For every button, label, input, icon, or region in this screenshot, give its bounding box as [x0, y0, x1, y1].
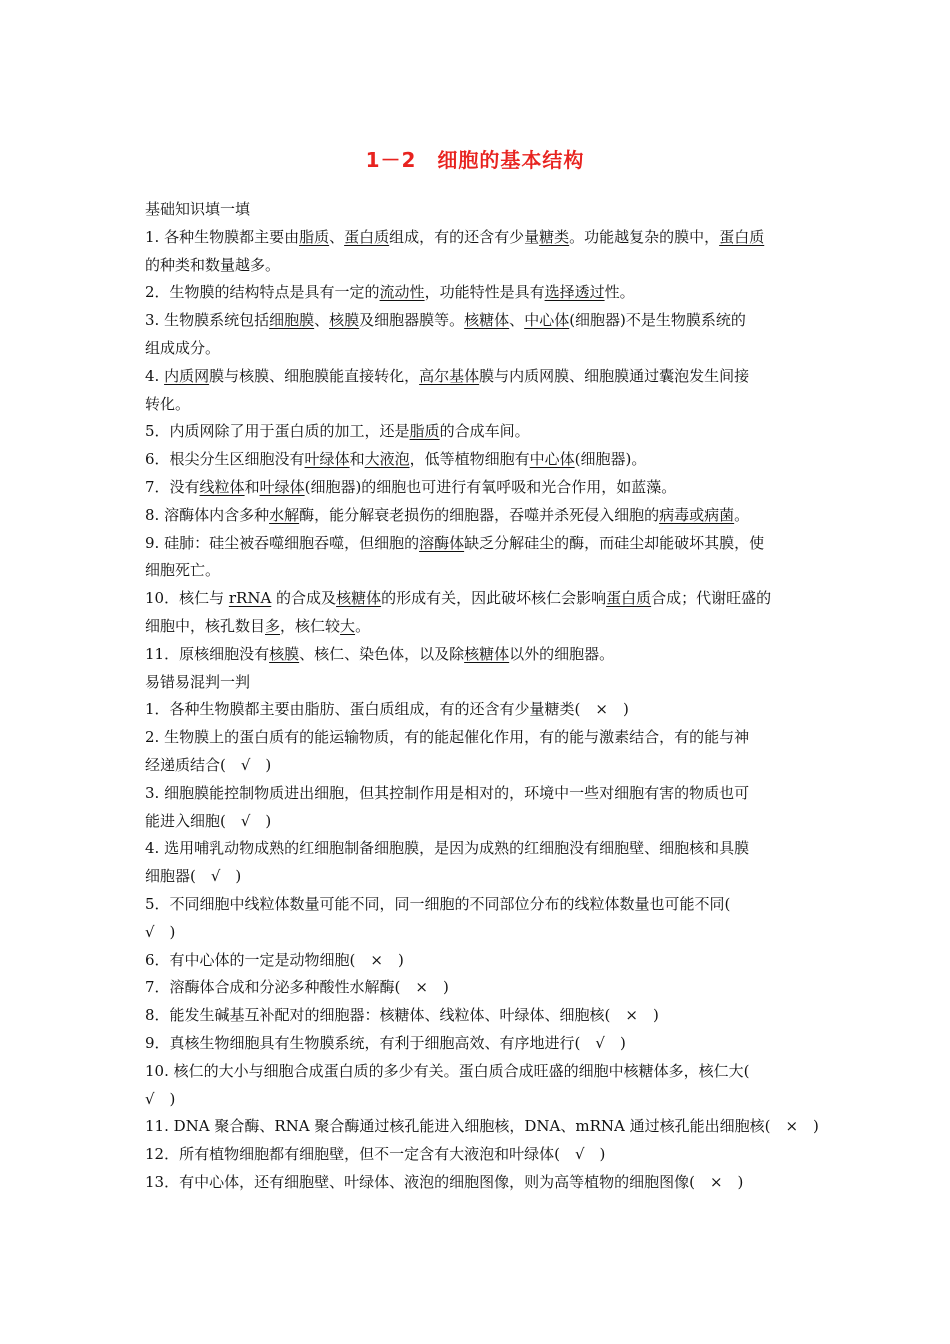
text-segment: 细胞中，核孔数目 — [145, 616, 266, 635]
text-segment: 的种类和数量越多。 — [145, 255, 281, 274]
text-segment: 2．生物膜的结构特点是具有一定的 — [145, 283, 380, 302]
answer-blank: 核糖体 — [464, 644, 510, 663]
text-line — [145, 363, 810, 391]
text-line — [145, 279, 810, 307]
answer-blank: 叶绿体 — [304, 450, 350, 469]
text-segment: 6．有中心体的一定是动物细胞( × ) — [145, 950, 404, 969]
answer-blank: 线粒体 — [199, 477, 245, 496]
text-line — [145, 335, 810, 363]
text-line — [145, 224, 810, 252]
text-segment: 组成，有的还含有少量 — [389, 227, 540, 246]
answer-blank: 核糖体 — [336, 589, 382, 608]
text-line — [145, 252, 810, 280]
text-line — [145, 641, 810, 669]
text-segment: 合成；代谢旺盛的 — [651, 589, 772, 608]
text-segment: 1．各种生物膜都主要由脂肪、蛋白质组成，有的还含有少量糖类( × ) — [145, 700, 629, 719]
text-segment: (细胞器)的细胞也可进行有氧呼吸和光合作用，如蓝藻。 — [304, 477, 677, 496]
text-segment: 。 — [734, 505, 750, 524]
answer-blank: 多 — [265, 616, 281, 635]
text-segment: 9. 硅肺：硅尘被吞噬细胞吞噬，但细胞的 — [145, 533, 420, 552]
text-segment: 膜与核膜、细胞膜能直接转化， — [209, 366, 420, 385]
text-line — [145, 752, 810, 780]
text-segment: ，核仁较 — [280, 616, 341, 635]
text-segment: (细胞器)不是生物膜系统的 — [569, 311, 746, 330]
text-segment: 以外的细胞器。 — [509, 644, 615, 663]
text-segment: 细胞器( √ ) — [145, 867, 242, 886]
answer-blank: 病毒或病菌 — [659, 505, 735, 524]
text-line — [145, 1086, 810, 1114]
text-segment: 性。 — [604, 283, 635, 302]
answer-blank: 内质网 — [164, 366, 210, 385]
text-segment: 4. — [145, 366, 165, 385]
answer-blank: 蛋白质 — [606, 589, 652, 608]
text-segment: 5．内质网除了用于蛋白质的加工，还是 — [145, 422, 410, 441]
text-segment: √ ) — [145, 922, 176, 941]
answer-blank: 中心体 — [524, 311, 570, 330]
text-line — [145, 863, 810, 891]
text-segment: 膜与内质网膜、细胞膜通过囊泡发生间接 — [479, 366, 750, 385]
answer-blank: 溶酶体 — [419, 533, 465, 552]
text-segment: 4. 选用哺乳动物成熟的红细胞制备细胞膜，是因为成熟的红细胞没有细胞壁、细胞核和具膜 — [145, 839, 750, 858]
text-segment: 3. 细胞膜能控制物质进出细胞，但其控制作用是相对的，环境中一些对细胞有害的物质也可 — [145, 783, 750, 802]
text-line — [145, 1141, 810, 1169]
text-segment: 2. 生物膜上的蛋白质有的能运输物质，有的能起催化作用，有的能与激素结合，有的能与神 — [145, 728, 750, 747]
text-line — [145, 891, 810, 919]
text-segment: (细胞器)。 — [574, 450, 647, 469]
answer-blank: 选择透过 — [544, 283, 605, 302]
text-segment: 及细胞器膜等。 — [359, 311, 465, 330]
answer-blank: 叶绿体 — [259, 477, 305, 496]
answer-blank: 中心体 — [529, 450, 575, 469]
text-line — [145, 391, 810, 419]
text-segment: 8．能发生碱基互补配对的细胞器：核糖体、线粒体、叶绿体、细胞核( × ) — [145, 1006, 659, 1025]
text-segment: 的合成及 — [271, 589, 337, 608]
text-segment: 组成成分。 — [145, 338, 221, 357]
text-segment: 能进入细胞( √ ) — [145, 811, 272, 830]
text-line — [145, 696, 810, 724]
text-line — [145, 502, 810, 530]
text-segment: 。 — [355, 616, 371, 635]
text-segment: 7．没有 — [145, 477, 200, 496]
text-segment: 转化。 — [145, 394, 191, 413]
text-line — [145, 808, 810, 836]
text-segment: 、核仁、染色体，以及除 — [299, 644, 465, 663]
answer-blank: 高尔基体 — [419, 366, 480, 385]
text-segment: 1. 各种生物膜都主要由 — [145, 227, 300, 246]
text-segment: 经递质结合( √ ) — [145, 755, 272, 774]
document-body — [145, 196, 819, 1197]
text-line — [145, 585, 810, 613]
text-line — [145, 974, 810, 1002]
text-segment: 的形成有关，因此破坏核仁会影响 — [381, 589, 607, 608]
text-segment: 和 — [244, 477, 260, 496]
answer-blank: 核膜 — [269, 644, 300, 663]
text-segment: 、 — [509, 311, 525, 330]
text-line — [145, 530, 810, 558]
text-line — [145, 474, 810, 502]
text-line — [145, 780, 810, 808]
text-segment: 11. DNA 聚合酶、RNA 聚合酶通过核孔能进入细胞核，DNA、mRNA 通过核孔能出细胞核( × ) — [145, 1117, 819, 1136]
text-line — [145, 557, 810, 585]
text-segment: 、 — [329, 227, 345, 246]
page-title: 1－2 细胞的基本结构 — [365, 148, 585, 172]
text-line — [145, 835, 810, 863]
text-line — [145, 919, 810, 947]
text-line — [145, 1169, 810, 1197]
text-line — [145, 307, 810, 335]
text-line — [145, 1030, 810, 1058]
text-line — [145, 1113, 819, 1141]
text-line — [145, 418, 810, 446]
answer-blank: 大液泡 — [364, 450, 410, 469]
section-heading: 易错易混判一判 — [145, 672, 251, 691]
text-segment: √ ) — [145, 1089, 176, 1108]
answer-blank: 核膜 — [329, 311, 360, 330]
text-segment: 7．溶酶体合成和分泌多种酸性水解酶( × ) — [145, 978, 449, 997]
text-line — [145, 947, 810, 975]
text-segment: 缺乏分解硅尘的酶，而硅尘却能破坏其膜，使 — [464, 533, 765, 552]
answer-blank: 水解 — [269, 505, 300, 524]
text-segment: ，低等植物细胞有 — [409, 450, 530, 469]
text-line — [145, 1058, 810, 1086]
answer-blank: 糖类 — [539, 227, 570, 246]
text-line — [145, 1002, 810, 1030]
text-segment: 、 — [314, 311, 330, 330]
text-segment: 和 — [349, 450, 365, 469]
text-line — [145, 446, 810, 474]
answer-blank: 脂质 — [299, 227, 330, 246]
text-segment: ，功能特性是具有 — [424, 283, 545, 302]
text-line — [145, 724, 810, 752]
text-line — [145, 613, 810, 641]
answer-blank: 蛋白质 — [344, 227, 390, 246]
answer-blank: 蛋白质 — [719, 227, 765, 246]
answer-blank: 大 — [340, 616, 356, 635]
text-segment: 3. 生物膜系统包括 — [145, 311, 270, 330]
text-segment: 13．有中心体，还有细胞壁、叶绿体、液泡的细胞图像，则为高等植物的细胞图像( × ) — [145, 1172, 744, 1191]
answer-blank: 细胞膜 — [269, 311, 315, 330]
text-segment: 10．核仁与 — [145, 589, 229, 608]
text-segment: 细胞死亡。 — [145, 561, 221, 580]
text-segment: 。功能越复杂的膜中， — [569, 227, 720, 246]
text-segment: 11．原核细胞没有 — [145, 644, 270, 663]
answer-blank: 脂质 — [409, 422, 440, 441]
text-segment: 12．所有植物细胞都有细胞壁，但不一定含有大液泡和叶绿体( √ ) — [145, 1145, 606, 1164]
text-segment: 8. 溶酶体内含多种 — [145, 505, 270, 524]
text-segment: 的合成车间。 — [439, 422, 530, 441]
text-segment: 5．不同细胞中线粒体数量可能不同，同一细胞的不同部位分布的线粒体数量也可能不同( — [145, 894, 731, 913]
answer-blank: 核糖体 — [464, 311, 510, 330]
text-segment: 酶，能分解衰老损伤的细胞器，吞噬并杀死侵入细胞的 — [299, 505, 660, 524]
text-segment: 9．真核生物细胞具有生物膜系统，有利于细胞高效、有序地进行( √ ) — [145, 1033, 626, 1052]
answer-blank: rRNA — [228, 589, 272, 608]
section-heading: 基础知识填一填 — [145, 200, 251, 218]
text-segment: 6．根尖分生区细胞没有 — [145, 450, 305, 469]
answer-blank: 流动性 — [379, 283, 425, 302]
text-segment: 10. 核仁的大小与细胞合成蛋白质的多少有关。蛋白质合成旺盛的细胞中核糖体多，核仁大( — [145, 1061, 750, 1080]
